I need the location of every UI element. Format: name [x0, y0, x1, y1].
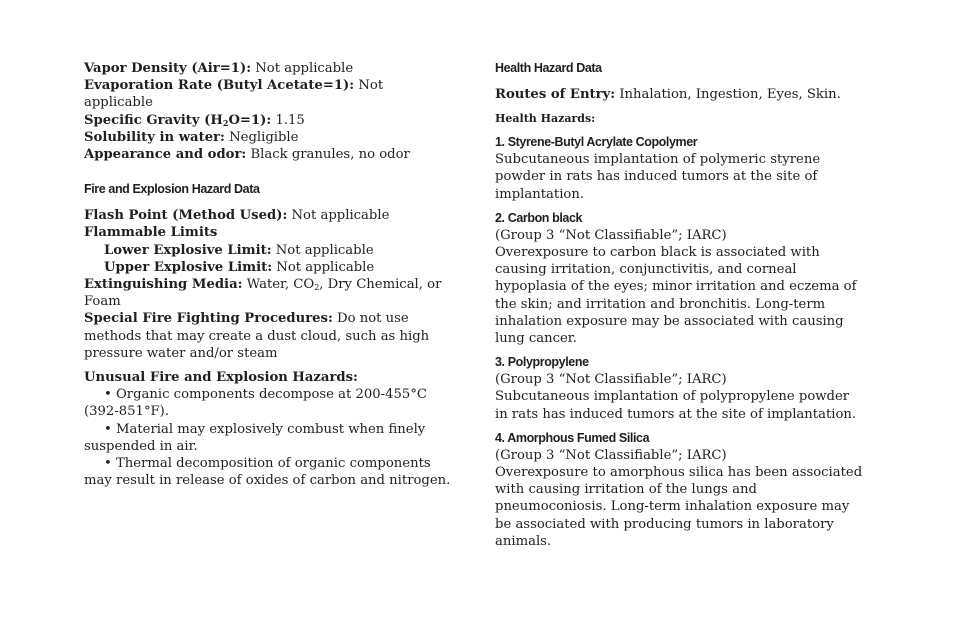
hazard-item-2-heading: 2. Carbon black: [495, 210, 583, 225]
lower-explosive-value: Not applicable: [271, 242, 374, 258]
lower-explosive-label: Lower Explosive Limit:: [104, 242, 272, 258]
hazard-item-4-group: (Group 3 “Not Classifiable”; IARC): [495, 447, 727, 463]
extinguishing-media-line: [84, 276, 456, 310]
evaporation-rate-label: Evaporation Rate (Butyl Acetate=1):: [84, 78, 355, 94]
upper-explosive-value: Not applicable: [272, 259, 375, 275]
health-hazard-heading: Health Hazard Data: [495, 61, 602, 75]
extinguishing-media-label: Extinguishing Media:: [84, 277, 243, 293]
health-hazards-label: Health Hazards:: [495, 112, 596, 126]
extinguishing-media-value-post: , Dry Chemical, or Foam: [84, 277, 442, 310]
hazard-item-2-group: (Group 3 “Not Classifiable”; IARC): [495, 227, 727, 243]
hazard-item-4-text: Overexposure to amorphous silica has been associated with causing irritation of the lungs and pneumoconiosis. Long-term inhalation exposure may be associated with producing tumors in laboratory animals.: [495, 465, 863, 549]
vapor-density-value: Not applicable: [251, 61, 354, 76]
solubility-label: Solubility in water:: [84, 129, 225, 145]
extinguishing-media-value-pre: Water, CO: [242, 277, 315, 293]
hazard-item-3-group: (Group 3 “Not Classifiable”; IARC): [495, 372, 727, 388]
upper-explosive-label: Upper Explosive Limit:: [104, 259, 273, 275]
hazard-item-1-text: Subcutaneous implantation of polymeric styrene powder in rats has induced tumors at the site of implantation.: [495, 152, 821, 202]
flammable-limits-label: Flammable Limits: [84, 225, 218, 241]
unusual-hazards-label: Unusual Fire and Explosion Hazards:: [84, 370, 358, 386]
flash-point-value: Not applicable: [287, 208, 390, 224]
hazard-item-3-heading: 3. Polypropylene: [495, 355, 589, 370]
specific-gravity-label-sub: 2: [222, 117, 229, 128]
unusual-hazard-bullet-2: • Material may explosively combust when finely suspended in air.: [84, 421, 426, 454]
solubility-line: [84, 129, 456, 146]
left-column: [84, 60, 456, 489]
appearance-line: [84, 146, 456, 163]
vapor-density-label: Vapor Density (Air=1):: [84, 61, 252, 76]
specific-gravity-label-pre: Specific Gravity (H: [84, 112, 223, 128]
routes-of-entry-line: [495, 86, 865, 103]
right-column: [495, 60, 865, 550]
hazard-item-4-heading: 4. Amorphous Fumed Silica: [495, 430, 650, 445]
solubility-value: Negligible: [224, 129, 299, 145]
special-procedures-line: [84, 310, 456, 362]
flash-point-line: [84, 207, 456, 224]
extinguishing-media-value-sub: 2: [314, 283, 320, 293]
unusual-hazard-bullet-1: • Organic components decompose at 200-455°C (392-851°F).: [84, 387, 427, 420]
specific-gravity-label-post: O=1):: [228, 112, 272, 128]
special-procedures-label: Special Fire Fighting Procedures:: [84, 311, 333, 327]
specific-gravity-value: 1.15: [271, 112, 305, 128]
unusual-hazard-bullet-3: • Thermal decomposition of organic components may result in release of oxides of carbon and nitrogen.: [84, 456, 451, 489]
fire-explosion-heading: Fire and Explosion Hazard Data: [84, 182, 260, 197]
appearance-label: Appearance and odor:: [84, 147, 247, 163]
appearance-value: Black granules, no odor: [246, 147, 410, 163]
lower-explosive-line: [84, 242, 456, 259]
upper-explosive-line: [84, 259, 456, 276]
evaporation-rate-value: Not applicable: [84, 78, 384, 111]
hazard-item-3-text: Subcutaneous implantation of polypropylene powder in rats has induced tumors at the site of implantation.: [495, 389, 857, 422]
specific-gravity-line: [84, 112, 456, 129]
evaporation-rate-line: [84, 77, 456, 111]
routes-of-entry-value: Inhalation, Ingestion, Eyes, Skin.: [615, 87, 841, 102]
routes-of-entry-label: Routes of Entry:: [495, 87, 616, 102]
specific-gravity-label: [84, 113, 271, 128]
vapor-density-line: [84, 60, 456, 77]
hazard-item-2-text: Overexposure to carbon black is associated with causing irritation, conjunctivitis, and corneal hypoplasia of the eyes; minor irritation and eczema of the skin; and irritation and bronchitis. Long-term inhalation exposure may be associated with causing lung cancer.: [495, 245, 857, 347]
hazard-item-1-heading: 1. Styrene-Butyl Acrylate Copolymer: [495, 135, 698, 150]
special-procedures-value: Do not use methods that may create a dust cloud, such as high pressure water and/or steam: [84, 311, 430, 361]
flash-point-label: Flash Point (Method Used):: [84, 208, 288, 224]
